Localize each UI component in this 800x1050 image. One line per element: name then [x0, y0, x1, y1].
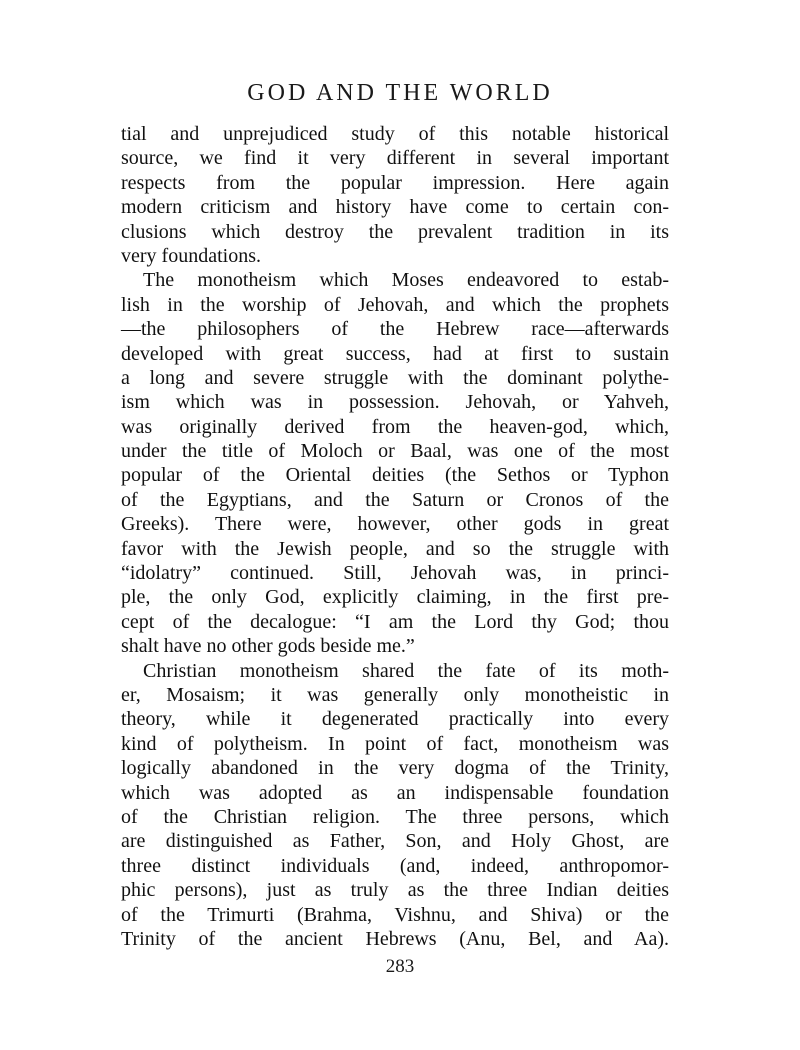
- page-number: 283: [385, 956, 415, 977]
- text-line: shalt have no other gods beside me.”: [121, 635, 415, 658]
- text-line: are distinguished as Father, Son, and Holy Ghost, are: [121, 830, 669, 853]
- text-line: clusions which destroy the prevalent tradition in its: [121, 220, 669, 243]
- text-line: a long and severe struggle with the dominant polythe-: [121, 366, 669, 389]
- body-text: [121, 122, 669, 951]
- text-line: under the title of Moloch or Baal, was one of the most: [121, 440, 669, 463]
- text-line: theory, while it degenerated practically into every: [121, 708, 669, 731]
- text-line: was originally derived from the heaven-god, which,: [121, 415, 669, 438]
- text-line: The monotheism which Moses endeavored to estab-: [143, 269, 669, 292]
- text-line: Trinity of the ancient Hebrews (Anu, Bel, and Aa).: [121, 927, 669, 950]
- text-line: of the Egyptians, and the Saturn or Cronos of the: [121, 488, 669, 511]
- text-line: modern criticism and history have come to certain con-: [121, 196, 669, 219]
- text-line: very foundations.: [121, 244, 261, 267]
- paragraph-1: [121, 122, 669, 268]
- text-line: of the Trimurti (Brahma, Vishnu, and Shiva) or the: [121, 903, 669, 926]
- text-line: three distinct individuals (and, indeed, anthropomor-: [121, 854, 669, 877]
- text-line: ism which was in possession. Jehovah, or Yahveh,: [121, 391, 669, 414]
- text-line: “idolatry” continued. Still, Jehovah was, in princi-: [121, 562, 669, 585]
- text-line: which was adopted as an indispensable foundation: [121, 781, 669, 804]
- text-line: ple, the only God, explicitly claiming, in the first pre-: [121, 586, 669, 609]
- text-line: kind of polytheism. In point of fact, monotheism was: [121, 732, 669, 755]
- text-line: phic persons), just as truly as the three Indian deities: [121, 879, 669, 902]
- paragraph-3: [121, 659, 669, 952]
- running-head: GOD AND THE WORLD: [247, 80, 553, 106]
- text-line: popular of the Oriental deities (the Sethos or Typhon: [121, 464, 669, 487]
- text-line: Christian monotheism shared the fate of its moth-: [143, 659, 669, 682]
- text-line: respects from the popular impression. Here again: [121, 171, 669, 194]
- text-line: cept of the decalogue: “I am the Lord thy God; thou: [121, 610, 669, 633]
- text-line: developed with great success, had at first to sustain: [121, 342, 669, 365]
- text-line: favor with the Jewish people, and so the struggle with: [121, 537, 669, 560]
- text-line: source, we find it very different in several important: [121, 147, 669, 170]
- text-line: lish in the worship of Jehovah, and which the prophets: [121, 293, 669, 316]
- text-line: of the Christian religion. The three persons, which: [121, 805, 669, 828]
- text-line: logically abandoned in the very dogma of the Trinity,: [121, 757, 669, 780]
- text-line: tial and unprejudiced study of this notable historical: [121, 123, 669, 145]
- paragraph-2: [121, 268, 669, 658]
- text-line: Greeks). There were, however, other gods in great: [121, 513, 669, 536]
- text-line: er, Mosaism; it was generally only monotheistic in: [121, 683, 669, 706]
- text-line: —the philosophers of the Hebrew race—afterwards: [121, 318, 669, 341]
